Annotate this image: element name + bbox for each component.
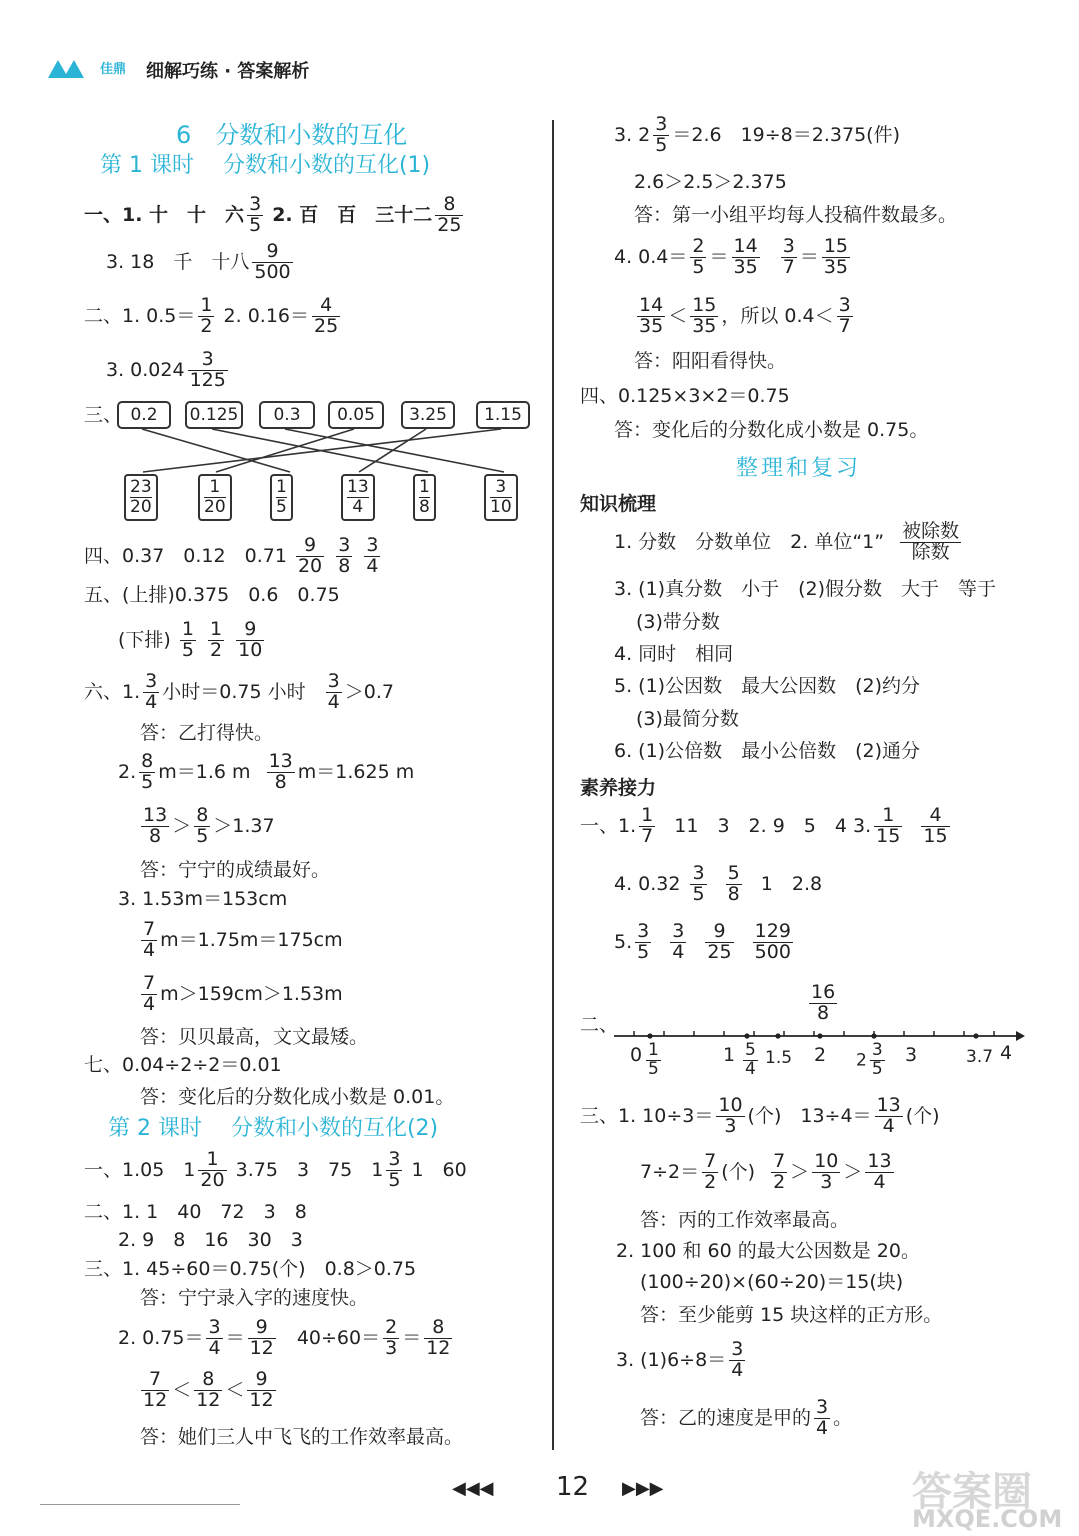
nl-label: 4 <box>1000 1042 1013 1064</box>
literacy-3-2: 2. 100 和 60 的最大公因数是 20。 <box>616 1240 920 1262</box>
decimal-box: 1.15 <box>476 401 530 429</box>
answer-2-3: 3. 0.024 $\frac{3}{125}$ <box>106 348 226 391</box>
answer-6-3-reply: 答：贝贝最高，文文最矮。 <box>140 1026 369 1048</box>
knowledge-3b: (3)带分数 <box>636 611 720 633</box>
literacy-3-2-b: (100÷20)×(60÷20)＝15(块) <box>640 1271 904 1293</box>
answer-r-4: 4. 0.4＝ $\frac{2}{5}$ ＝ $\frac{14}{35}$ $\frac{3}{7}$ ＝ $\frac{15}{35}$ <box>614 235 849 278</box>
decimal-box: 0.2 <box>117 401 171 429</box>
literacy-3-3-reply: 答：乙的速度是甲的 $\frac{3}{4}$ 。 <box>640 1396 853 1439</box>
watermark-url: MXQE.COM <box>912 1505 1063 1533</box>
answer-r-si-reply: 答：变化后的分数化成小数是 0.75。 <box>614 419 929 441</box>
answer-5-top: 五、(上排)0.375 0.6 0.75 <box>84 584 340 606</box>
answer-6-2-reply: 答：宁宁的成绩最好。 <box>140 859 331 881</box>
literacy-3-2-reply: 答：至少能剪 15 块这样的正方形。 <box>640 1304 943 1326</box>
answer-6-1: 六、1. $\frac{3}{4}$ 小时＝0.75 小时 $\frac{3}{4}$ ＞0.7 <box>84 670 394 713</box>
fraction-box: 23 20 <box>124 474 158 521</box>
answer-6-3-b: $\frac{7}{4}$ m＝1.75m＝175cm <box>143 918 343 961</box>
nl-fraction: 2 $\frac{3}{5}$ <box>856 1040 883 1079</box>
nl-label: 0 <box>630 1044 643 1066</box>
decimal-box: 0.3 <box>259 401 315 429</box>
lesson2-answer-1: 一、1.05 1 $\frac{1}{20}$ 3.75 3 75 1 $\frac{3}{5}$ 1 60 <box>84 1148 467 1191</box>
knowledge-1: 1. 分数 分数单位 2. 单位“1” $\frac{\text{被除数}}{\text{除数}}$ <box>614 520 960 563</box>
answer-r-4-compare: $\frac{14}{35}$ ＜ $\frac{15}{35}$ ，所以 0.4＜ $\frac{3}{7}$ <box>639 294 851 337</box>
answer-2: 二、1. 0.5＝ $\frac{1}{2}$ 2. 0.16＝ $\frac{4}{25}$ <box>84 294 339 337</box>
nl-fraction: $\frac{5}{4}$ <box>745 1040 756 1079</box>
lesson2-answer-2: 二、1. 1 40 72 3 8 <box>84 1201 307 1223</box>
answer-6-3-c: $\frac{7}{4}$ m＞159cm＞1.53m <box>143 972 343 1015</box>
nl-label: 2 <box>814 1044 827 1066</box>
answer-r-3-reply: 答：第一小组平均每人投稿件数最多。 <box>634 204 958 226</box>
decimal-box: 3.25 <box>401 401 455 429</box>
brand-name: 佳鼎 <box>100 62 127 77</box>
watermark: 答案圈 <box>912 1469 1032 1515</box>
fraction-box: 1 20 <box>198 474 232 521</box>
knowledge-5: 5. (1)公因数 最大公因数 (2)约分 <box>614 675 920 697</box>
number-line-label: 二、 <box>580 1014 619 1036</box>
literacy-3-1: 三、1. 10÷3＝ $\frac{10}{3}$ (个) 13÷4＝ $\frac{13}{4}$ (个) <box>580 1094 940 1137</box>
nl-label: 1 <box>723 1044 736 1066</box>
header-title: 细解巧练 · 答案解析 <box>146 61 310 82</box>
literacy-4: 4. 0.32 $\frac{3}{5}$ $\frac{5}{8}$ 1 2.8 <box>614 862 823 905</box>
knowledge-4: 4. 同时 相同 <box>614 643 734 665</box>
literacy-title: 素养接力 <box>580 777 657 799</box>
lesson2-title: 第 2 课时 分数和小数的互化(2) <box>108 1116 439 1141</box>
answer-1-1: 一、1. 十 十 六 $\frac{3}{5}$ 2. 百 百 三十二 $\frac{8}{25}$ <box>84 193 462 236</box>
match-line <box>216 429 354 472</box>
nl-label: 3.7 <box>966 1047 994 1067</box>
lesson2-answer-3-2-compare: $\frac{7}{12}$ ＜ $\frac{8}{12}$ ＜ $\frac{9}{12}$ <box>143 1368 274 1411</box>
lesson1-title: 第 1 课时 分数和小数的互化(1) <box>100 153 431 178</box>
matching-lines <box>0 0 560 480</box>
fraction-box: 1 5 <box>270 474 293 521</box>
fraction-box: 3 10 <box>484 474 518 521</box>
lesson2-answer-3-2: 2. 0.75＝ $\frac{3}{4}$ ＝ $\frac{9}{12}$ 40÷60＝ $\frac{2}{3}$ ＝ $\frac{8}{12}$ <box>118 1316 451 1359</box>
literacy-3-1-b: 7÷2＝ $\frac{7}{2}$ (个) $\frac{7}{2}$ ＞ $\frac{10}{3}$ ＞ $\frac{13}{4}$ <box>640 1150 892 1193</box>
lesson2-answer-2-2: 2. 9 8 16 30 3 <box>118 1229 303 1251</box>
matching-label: 三、 <box>84 404 123 426</box>
number-line-top-fraction: $\frac{16}{8}$ <box>811 981 836 1024</box>
knowledge-title: 知识梳理 <box>580 493 657 515</box>
answer-7: 七、0.04÷2÷2＝0.01 <box>84 1054 282 1076</box>
knowledge-5b: (3)最简分数 <box>636 708 739 730</box>
section-title: 6 分数和小数的互化 <box>176 121 408 149</box>
prev-page-arrows[interactable]: ◀◀◀ <box>452 1478 494 1499</box>
literacy-3-1-reply: 答：丙的工作效率最高。 <box>640 1209 850 1231</box>
answer-r-4-reply: 答：阳阳看得快。 <box>634 350 787 372</box>
next-page-arrows[interactable]: ▶▶▶ <box>622 1478 664 1499</box>
answer-4: 四、0.37 0.12 0.71 $\frac{9}{20}$ $\frac{3}{8}$ $\frac{3}{4}$ <box>84 534 379 577</box>
answer-1-3: 3. 18 千 十八 $\frac{9}{500}$ <box>106 240 291 283</box>
answer-r-3: 3. 2 $\frac{3}{5}$ ＝2.6 19÷8＝2.375(件) <box>614 113 900 156</box>
page-number: 12 <box>556 1472 590 1502</box>
nl-label: 3 <box>905 1044 918 1066</box>
answer-7-reply: 答：变化后的分数化成小数是 0.01。 <box>140 1086 455 1108</box>
answer-r-si: 四、0.125×3×2＝0.75 <box>580 385 790 407</box>
lesson2-answer-3: 三、1. 45÷60＝0.75(个) 0.8＞0.75 <box>84 1258 417 1280</box>
decimal-box: 0.05 <box>328 401 384 429</box>
answer-5-bottom: (下排) $\frac{1}{5}$ $\frac{1}{2}$ $\frac{9}{10}$ <box>118 618 263 661</box>
nl-label: 1.5 <box>765 1048 793 1068</box>
literacy-5: 5. $\frac{3}{5}$ $\frac{3}{4}$ $\frac{9}{25}$ $\frac{129}{500}$ <box>614 920 791 963</box>
knowledge-6: 6. (1)公倍数 最小公倍数 (2)通分 <box>614 740 920 762</box>
lesson2-answer-3-reply: 答：宁宁录入字的速度快。 <box>140 1287 369 1309</box>
footer-rule <box>40 1504 240 1505</box>
literacy-1: 一、1. $\frac{1}{7}$ 11 3 2. 9 5 4 3. $\frac{1}{15}$ $\frac{4}{15}$ <box>580 804 948 847</box>
nl-fraction: $\frac{1}{5}$ <box>648 1040 659 1079</box>
fraction-box: 1 8 <box>413 474 436 521</box>
match-line <box>142 429 290 472</box>
review-title: 整理和复习 <box>736 456 862 481</box>
fraction-box: 13 4 <box>341 474 375 521</box>
answer-6-1-reply: 答：乙打得快。 <box>140 722 274 744</box>
answer-6-2: 2. $\frac{8}{5}$ m＝1.6 m $\frac{13}{8}$ m＝1.625 m <box>118 750 415 793</box>
literacy-3-3: 3. (1)6÷8＝ $\frac{3}{4}$ <box>616 1338 744 1381</box>
decimal-box: 0.125 <box>185 401 243 429</box>
answer-6-2-compare: $\frac{13}{8}$ ＞ $\frac{8}{5}$ ＞1.37 <box>143 804 275 847</box>
knowledge-3: 3. (1)真分数 小于 (2)假分数 大于 等于 <box>614 578 996 600</box>
lesson2-answer-3-2-reply: 答：她们三人中飞飞的工作效率最高。 <box>140 1426 464 1448</box>
answer-6-3: 3. 1.53m＝153cm <box>118 888 288 910</box>
answer-r-3-compare: 2.6＞2.5＞2.375 <box>634 171 787 193</box>
